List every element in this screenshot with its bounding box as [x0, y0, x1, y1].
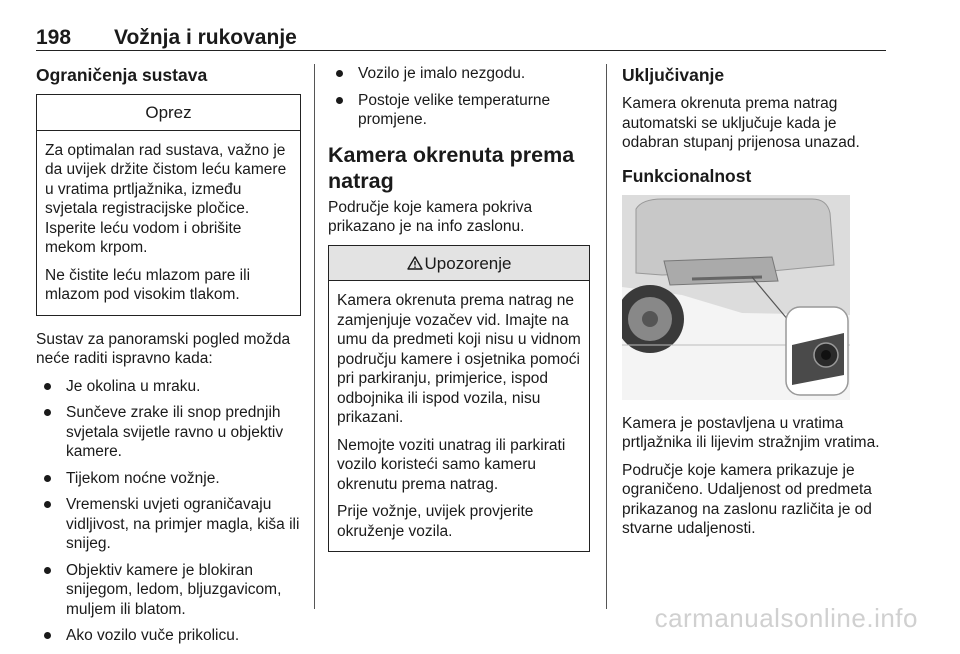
warning-box — [328, 245, 590, 553]
list-item: Postoje velike temperaturne promjene. — [328, 91, 590, 130]
bullet-icon — [44, 632, 51, 639]
list-item: Ako vozilo vuče prikolicu. — [36, 626, 301, 646]
rear-camera-illustration — [622, 195, 850, 400]
column-right — [622, 64, 890, 547]
column-middle — [328, 64, 590, 562]
bullet-icon — [44, 475, 51, 482]
list-item: Vozilo je imalo nezgodu. — [328, 64, 590, 84]
column-left — [36, 64, 301, 654]
page-number: 198 — [36, 26, 72, 49]
limitations-list-continued — [328, 64, 590, 130]
caution-box — [36, 94, 301, 316]
subsection-heading: Funkcionalnost — [622, 165, 752, 186]
page-header — [36, 20, 886, 51]
body-text: Kamera okrenuta prema natrag automatski se uključuje kada je odabran stupanj prijenosa unazad. — [622, 95, 860, 151]
warning-text: Nemojte voziti unatrag ili parkirati vozilo koristeći samo kameru okrenutu prema natrag. — [337, 436, 566, 493]
bullet-icon — [44, 567, 51, 574]
bullet-icon — [44, 383, 51, 390]
limitations-list — [36, 377, 301, 646]
bullet-icon — [44, 501, 51, 508]
list-item: Tijekom noćne vožnje. — [36, 469, 301, 489]
body-text: Područje koje kamera pokriva prikazano je na info zaslonu. — [328, 198, 533, 235]
section-heading: Ograničenja sustava — [36, 65, 208, 85]
section-title: Kamera okrenuta prema natrag — [328, 142, 575, 193]
column-divider — [314, 64, 315, 609]
bullet-icon — [44, 409, 51, 416]
list-item: Vremenski uvjeti ograničavaju vidljivost, na primjer magla, kiša ili snijeg. — [36, 495, 301, 554]
list-item: Sunčeve zrake ili snop prednjih svjetala svijetle ravno u objektiv kamere. — [36, 403, 301, 462]
chapter-title: Vožnja i rukovanje — [114, 26, 297, 49]
warning-triangle-icon — [407, 256, 423, 270]
watermark: carmanualsonline.info — [654, 603, 918, 633]
list-item: Objektiv kamere je blokiran snijegom, ledom, bljuzgavicom, muljem ili blatom. — [36, 561, 301, 620]
bullet-icon — [336, 70, 343, 77]
body-text: Kamera je postavljena u vratima prtljažnika ili lijevim stražnjim vratima. — [622, 414, 880, 451]
caution-text: Ne čistite leću mlazom pare ili mlazom pod visokim tlakom. — [45, 266, 251, 303]
list-item: Je okolina u mraku. — [36, 377, 301, 397]
caution-title: Oprez — [37, 95, 300, 131]
body-text: Područje koje kamera prikazuje je ograničeno. Udaljenost od predmeta prikazanog na zaslonu različita je od stvarne udaljenosti. — [622, 461, 872, 537]
caution-text: Za optimalan rad sustava, važno je da uvijek držite čistom leću kamere u vratima prtljažnika, između svjetala registracijske pločice. Isperite leću vodom i obrišite mekom krpom. — [45, 141, 287, 256]
bullet-icon — [336, 97, 343, 104]
subsection-heading: Uključivanje — [622, 65, 725, 85]
warning-text: Prije vožnje, uvijek provjerite okruženje vozila. — [337, 503, 534, 540]
warning-text: Kamera okrenuta prema natrag ne zamjenjuje vozačev vid. Imajte na umu da predmeti koji nisu u vidnom području kamere i osjetnika pomoći pri parkiranju, primjerice, ispod odbojnika ili ispod vozila, nisu prikazani. — [337, 292, 581, 426]
warning-title: Upozorenje — [329, 246, 589, 282]
body-text: Sustav za panoramski pogled možda neće raditi ispravno kada: — [36, 330, 291, 367]
column-divider — [606, 64, 607, 609]
